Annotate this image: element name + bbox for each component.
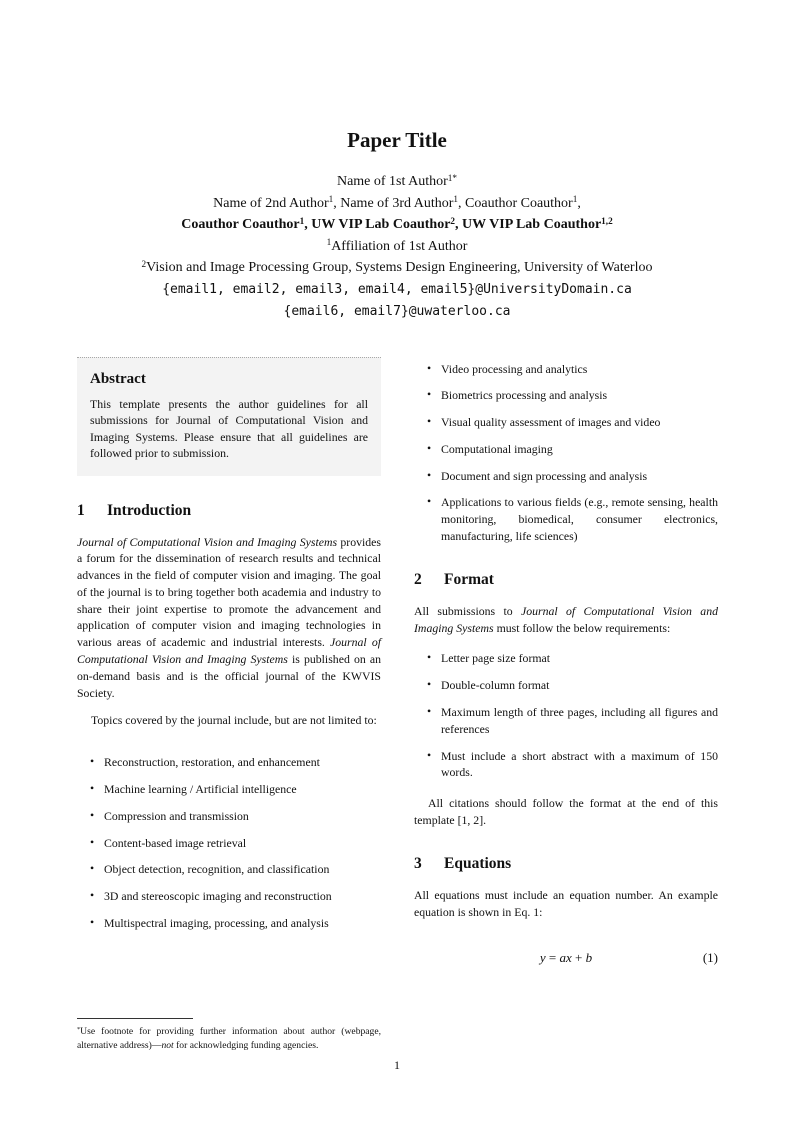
- author-line-2: [77, 193, 717, 215]
- list-item: [77, 888, 381, 905]
- author-name: Coauthor Coauthor: [181, 217, 300, 232]
- email-line-2: {email6, email7}@uwaterloo.ca: [283, 303, 511, 319]
- author-name: , Name of 3rd Author: [333, 195, 454, 211]
- equation-number: (1): [702, 950, 718, 966]
- math-operator: +: [571, 950, 586, 966]
- author-name: , Coauthor Coauthor: [458, 195, 573, 211]
- abstract-heading: Abstract: [90, 370, 146, 387]
- paragraph-text: must follow the below requirements:: [493, 620, 671, 635]
- list-item: [414, 414, 718, 431]
- footnote-segment: Use footnote for providing further information about author (webpage, alternative address)—: [77, 1026, 381, 1051]
- equation: [414, 950, 718, 966]
- section-heading-format: [414, 571, 718, 589]
- math-operator: =: [545, 950, 560, 966]
- list-item: [77, 835, 381, 852]
- journal-name: Journal of Computational Vision and Imaging Systems: [414, 603, 718, 635]
- section-number: 1: [77, 501, 85, 519]
- abstract-box: [77, 357, 381, 476]
- footnote-text: [77, 1025, 381, 1052]
- citations-paragraph: All citations should follow the format at the end of this template [1, 2].: [414, 796, 718, 828]
- list-item-text: Computational imaging: [441, 441, 553, 456]
- format-requirements-list: [414, 650, 718, 781]
- paper-header: [77, 128, 717, 323]
- bullet-icon: •: [427, 440, 432, 455]
- list-item-text: Letter page size format: [441, 651, 551, 666]
- list-item-text: 3D and stereoscopic imaging and reconstruction: [104, 889, 332, 904]
- right-column: [414, 357, 718, 1057]
- paragraph-text: All submissions to: [414, 603, 521, 618]
- equations-paragraph: All equations must include an equation number. An example equation is shown in Eq. 1:: [414, 887, 718, 919]
- author-superscript: 1: [453, 194, 459, 205]
- list-item-text: Maximum length of three pages, including all figures and references: [441, 705, 718, 736]
- bullet-icon: •: [427, 747, 432, 762]
- math-variable: ax: [559, 950, 572, 966]
- author-superscript: 1: [328, 194, 334, 205]
- author-name: Name of 2nd Author: [213, 195, 329, 211]
- author-line-3: [77, 214, 717, 236]
- list-item: [414, 650, 718, 667]
- affiliation-text: Vision and Image Processing Group, Systems Design Engineering, University of Waterloo: [146, 260, 653, 275]
- list-item-text: Must include a short abstract with a maximum of 150 words.: [441, 748, 718, 780]
- topics-list-left: [77, 754, 381, 942]
- math-variable: y: [539, 950, 546, 966]
- list-item-text: Reconstruction, restoration, and enhancement: [104, 755, 320, 770]
- two-column-body: [77, 357, 717, 1057]
- section-number: 3: [414, 854, 422, 872]
- bullet-icon: •: [427, 467, 432, 482]
- section-number: 2: [414, 570, 422, 588]
- author-line-1: [77, 171, 717, 193]
- section-title: Format: [444, 570, 494, 588]
- list-item-text: Applications to various fields (e.g., remote sensing, health monitoring, biomedical, consumer electronics, manufacturing, life sciences): [441, 495, 718, 544]
- bullet-icon: •: [427, 704, 432, 719]
- equation-body: [540, 950, 592, 965]
- list-item-text: Visual quality assessment of images and video: [441, 415, 661, 430]
- author-superscript: 1: [299, 215, 305, 226]
- author-name: ,: [577, 195, 581, 211]
- abstract-text: This template presents the author guidelines for all submissions for Journal of Computational Vision and Imaging Systems. Please ensure that all guidelines are followed prior to submission.: [90, 396, 368, 460]
- list-item: [77, 808, 381, 825]
- bullet-icon: •: [90, 888, 95, 903]
- bullet-icon: •: [90, 861, 95, 876]
- topics-lead-paragraph: Topics covered by the journal include, but are not limited to:: [91, 713, 377, 728]
- author-superscript: 1: [572, 194, 578, 205]
- affiliation-text: Affiliation of 1st Author: [331, 238, 468, 254]
- bullet-icon: •: [427, 414, 432, 429]
- bullet-icon: •: [90, 807, 95, 822]
- list-item-text: Video processing and analytics: [441, 361, 588, 376]
- list-item: [414, 387, 718, 404]
- bullet-icon: •: [427, 650, 432, 665]
- list-item: [414, 748, 718, 782]
- list-item-text: Compression and transmission: [104, 808, 249, 823]
- section-heading-equations: [414, 855, 718, 873]
- author-superscript: 1,2: [601, 215, 613, 226]
- journal-name: Journal of Computational Vision and Imaging Systems: [77, 534, 338, 549]
- topics-list-right: [414, 361, 718, 545]
- math-variable: b: [585, 950, 593, 966]
- list-item: [414, 677, 718, 694]
- list-item-text: Biometrics processing and analysis: [441, 388, 608, 403]
- list-item-text: Double-column format: [441, 678, 550, 693]
- footnote: [77, 1018, 381, 1056]
- journal-name: Journal of Computational Vision and Imaging Systems: [77, 635, 381, 667]
- author-name: , UW VIP Lab Coauthor: [455, 217, 602, 232]
- bullet-icon: •: [90, 781, 95, 796]
- list-item-text: Content-based image retrieval: [104, 835, 247, 850]
- author-name: Name of 1st Author: [336, 174, 448, 189]
- footnote-segment: for acknowledging funding agencies.: [173, 1039, 319, 1051]
- affiliation-superscript: 1: [326, 237, 332, 248]
- list-item: [77, 915, 381, 932]
- affiliation-2: [77, 257, 717, 279]
- footnote-marker: *: [77, 1026, 81, 1034]
- bullet-icon: •: [427, 494, 432, 509]
- list-item-text: Machine learning / Artificial intelligence: [104, 782, 297, 797]
- footnote-segment-italic: not: [161, 1039, 174, 1051]
- list-item: [77, 781, 381, 798]
- section-title: Equations: [444, 854, 512, 872]
- left-column: [77, 357, 381, 1057]
- bullet-icon: •: [90, 915, 95, 930]
- paragraph-text: is published on an on-demand basis and is the official journal of the KWVIS Society.: [77, 652, 381, 700]
- list-item: [77, 754, 381, 771]
- author-name: , UW VIP Lab Coauthor: [304, 217, 451, 232]
- list-item: [77, 861, 381, 878]
- affiliation-1: [77, 236, 717, 258]
- list-item: [414, 361, 718, 378]
- list-item-text: Object detection, recognition, and classification: [104, 862, 330, 877]
- list-item-text: Document and sign processing and analysis: [441, 468, 648, 483]
- intro-paragraph: [77, 534, 381, 702]
- list-item-text: Multispectral imaging, processing, and analysis: [104, 916, 329, 931]
- format-paragraph: [414, 603, 718, 637]
- section-title: Introduction: [107, 501, 192, 519]
- bullet-icon: •: [427, 387, 432, 402]
- bullet-icon: •: [90, 834, 95, 849]
- author-superscript: 2: [450, 215, 456, 226]
- email-line-1: {email1, email2, email3, email4, email5}@UniversityDomain.ca: [162, 281, 632, 297]
- paragraph-text: provides a forum for the dissemination of research results and technical advances in the field of computer vision and imaging. The goal of the journal is to bring together both academia and industry to share their joint expertise to promote the advancement and application of computer vision and imaging technologies in various areas of academic and industrial interests.: [77, 534, 382, 650]
- list-item: [414, 704, 718, 738]
- section-heading-introduction: [77, 502, 381, 520]
- author-superscript: 1*: [447, 172, 458, 183]
- list-item: [414, 441, 718, 458]
- list-item: [414, 468, 718, 485]
- list-item: [414, 494, 718, 544]
- page-number: 1: [394, 1058, 400, 1072]
- bullet-icon: •: [427, 677, 432, 692]
- paper-title: Paper Title: [347, 128, 447, 152]
- footnote-rule: [77, 1018, 193, 1019]
- bullet-icon: •: [90, 754, 95, 769]
- bullet-icon: •: [427, 360, 432, 375]
- affiliation-superscript: 2: [141, 258, 147, 269]
